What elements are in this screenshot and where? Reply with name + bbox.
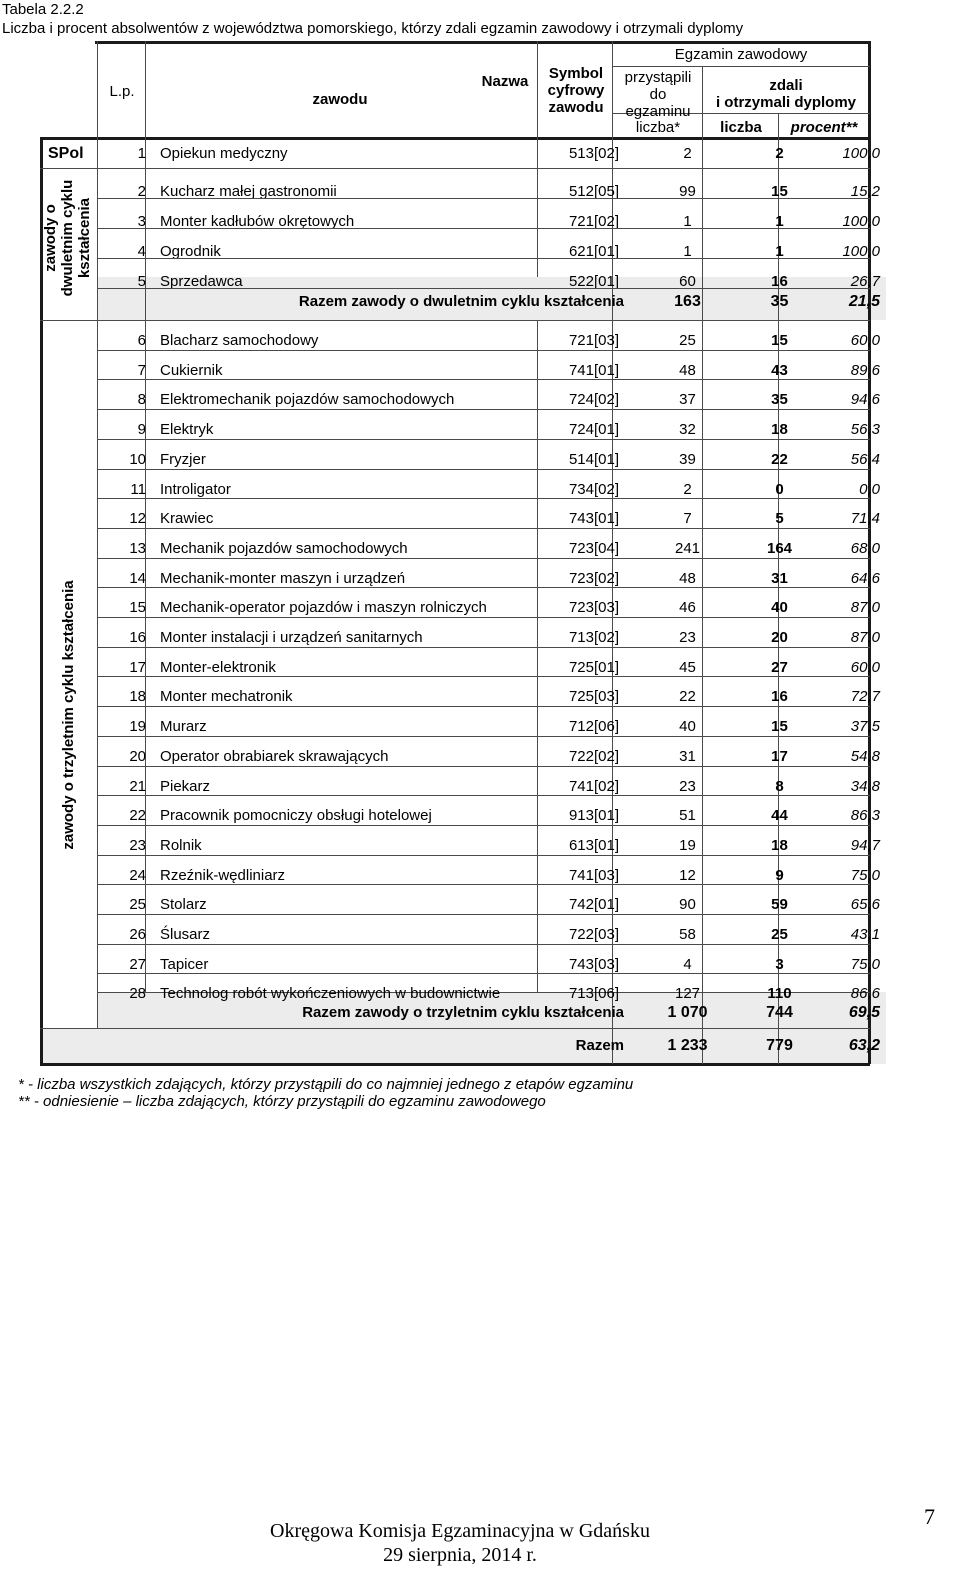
row-symbol: 722[03]	[568, 926, 619, 943]
row-lp: 23	[129, 836, 146, 854]
sum-label-dwuletni: Razem zawody o dwuletnim cyklu kształcenia	[298, 293, 624, 310]
header-egzamin: Egzamin zawodowy	[674, 46, 808, 63]
row-zdali: 40	[771, 599, 788, 617]
sum-pc-trzyletni: 69,5	[848, 1004, 880, 1021]
row-zdali: 164	[766, 539, 793, 557]
row-procent: 100,0	[842, 243, 880, 260]
row-separator	[97, 795, 870, 796]
header-symbol-line1: Symbol	[548, 65, 604, 82]
row-separator	[97, 736, 870, 737]
row-zdali: 25	[771, 926, 788, 943]
egzamin-subheader-line	[612, 66, 870, 67]
row-separator	[97, 973, 870, 974]
row-zdali: 18	[771, 836, 788, 854]
row-przystapili: 1	[683, 243, 692, 260]
row-lp: 17	[129, 658, 146, 676]
sum-pc-total: 63,2	[848, 1037, 880, 1054]
row-procent: 100,0	[842, 145, 880, 162]
page-number: 7	[924, 1504, 935, 1529]
row-symbol: 712[06]	[568, 718, 619, 736]
row-separator	[97, 706, 870, 707]
row-separator	[97, 198, 870, 199]
row-procent: 0,0	[859, 480, 880, 498]
table-title: Liczba i procent absolwentów z województwa pomorskiego, którzy zdali egzamin zawodowy i otrzymali dyplomy	[2, 20, 744, 37]
row-name: Pracownik pomocniczy obsługi hotelowej	[160, 807, 432, 825]
row-symbol: 514[01]	[568, 450, 619, 468]
row-przystapili: 40	[679, 718, 696, 736]
group-label-dwuletni-line2: dwuletnim cyklu	[59, 179, 76, 297]
row-name: Mechanik-monter maszyn i urządzeń	[160, 569, 406, 587]
row-separator	[97, 258, 870, 259]
row-lp: 24	[129, 866, 146, 884]
row-procent: 68,0	[850, 539, 880, 557]
row-przystapili: 4	[683, 955, 692, 973]
row-przystapili: 37	[679, 391, 696, 409]
total-row-top-border	[40, 1028, 870, 1029]
row-symbol: 742[01]	[568, 896, 619, 914]
row-przystapili: 2	[683, 145, 692, 162]
row-symbol: 621[01]	[568, 243, 619, 260]
row-procent: 34,8	[850, 777, 880, 795]
row-lp: 8	[137, 391, 146, 409]
row-lp: 5	[137, 273, 146, 290]
row-zdali: 1	[775, 213, 784, 230]
row-separator	[97, 647, 870, 648]
header-bottom-border	[40, 137, 870, 140]
footnotes	[18, 1076, 633, 1110]
row-symbol: 723[04]	[568, 539, 619, 557]
row-symbol: 734[02]	[568, 480, 619, 498]
row-name: Introligator	[160, 480, 231, 498]
header-zdali	[704, 77, 868, 111]
row-lp: 12	[129, 510, 146, 528]
footnote-2: ** - odniesienie – liczba zdających, którzy przystąpili do egzaminu zawodowego	[18, 1093, 546, 1110]
page-footer	[240, 1519, 680, 1567]
header-symbol-line2: cyfrowy	[547, 82, 605, 99]
header-przystapili-line3: egzaminu	[625, 103, 691, 120]
row-procent: 60,0	[850, 658, 880, 676]
row-separator	[97, 379, 870, 380]
header-nazwa: Nazwa	[481, 73, 529, 90]
row-lp: 18	[129, 688, 146, 706]
row-lp: 16	[129, 629, 146, 646]
row-separator	[97, 617, 870, 618]
row-name: Kucharz małej gastronomii	[160, 183, 337, 200]
sum-zd-dwuletni: 35	[770, 293, 789, 310]
row-przystapili: 60	[679, 273, 696, 290]
footnote-1: * - liczba wszystkich zdających, którzy przystąpili do co najmniej jednego z etapów egzaminu	[18, 1076, 634, 1093]
outer-top-border	[95, 41, 870, 44]
sum-zd-total: 779	[766, 1037, 793, 1054]
row-zdali: 59	[771, 896, 788, 914]
row-separator	[97, 439, 870, 440]
group-label-spol: SPol	[48, 145, 84, 162]
row-zdali: 110	[767, 985, 792, 1003]
row-lp: 27	[129, 955, 146, 973]
row-procent: 87,0	[850, 629, 880, 646]
row-name: Monter instalacji i urządzeń sanitarnych	[160, 629, 423, 646]
row-symbol: 724[02]	[568, 391, 619, 409]
row-przystapili: 90	[679, 896, 696, 914]
sum-label-total: Razem	[575, 1037, 624, 1054]
row-przystapili: 127	[674, 985, 701, 1003]
header-lp: L.p.	[109, 83, 135, 100]
row-name: Tapicer	[160, 955, 209, 973]
row-przystapili: 48	[679, 361, 696, 379]
row-separator	[97, 825, 870, 826]
row-lp: 25	[129, 896, 146, 914]
row-symbol: 724[01]	[568, 421, 619, 439]
row-procent: 15,2	[850, 183, 880, 200]
row-symbol: 722[02]	[568, 747, 619, 765]
row-zdali: 1	[775, 243, 784, 260]
row-name: Monter kadłubów okrętowych	[160, 213, 355, 230]
table-number: Tabela 2.2.2	[2, 1, 84, 18]
row-lp: 6	[137, 332, 146, 349]
header-przystapili-line1: przystąpili	[624, 69, 692, 86]
row-name: Piekarz	[160, 777, 211, 795]
row-lp: 28	[129, 985, 146, 1003]
row-separator	[97, 469, 870, 470]
row-zdali: 16	[771, 688, 788, 706]
row-separator	[97, 884, 870, 885]
row-lp: 1	[137, 145, 146, 162]
group-label-dwuletni-line1: zawody o	[42, 204, 59, 272]
row-symbol: 743[03]	[568, 955, 619, 973]
row-zdali: 16	[771, 273, 788, 290]
row-symbol: 725[03]	[568, 688, 619, 706]
dwuletni-group-border	[40, 320, 870, 321]
header-zawodu: zawodu	[312, 91, 368, 108]
row-procent: 54,8	[850, 747, 880, 765]
row-symbol: 723[02]	[568, 569, 619, 587]
row-lp: 21	[129, 777, 146, 795]
group-col-border	[97, 41, 98, 1028]
row-zdali: 2	[775, 145, 784, 162]
row-przystapili: 23	[679, 777, 696, 795]
row-lp: 19	[129, 718, 146, 736]
row-zdali: 35	[771, 391, 788, 409]
row-name: Stolarz	[160, 896, 207, 914]
header-symbol	[540, 65, 612, 116]
footer-date: 29 sierpnia, 2014 r.	[383, 1544, 537, 1566]
row-symbol: 741[01]	[568, 361, 619, 379]
row-symbol: 741[02]	[568, 777, 619, 795]
row-zdali: 31	[771, 569, 788, 587]
row-procent: 94,6	[850, 391, 880, 409]
row-symbol: 913[01]	[568, 807, 619, 825]
row-przystapili: 22	[679, 688, 696, 706]
group-label-dwuletni	[42, 177, 96, 299]
row-przystapili: 7	[683, 510, 692, 528]
row-procent: 75,0	[850, 955, 880, 973]
sum-prz-total: 1 233	[667, 1037, 708, 1054]
row-symbol: 741[03]	[568, 866, 619, 884]
row-lp: 22	[129, 807, 146, 825]
row-name: Monter-elektronik	[160, 658, 276, 676]
header-liczba: liczba	[720, 119, 762, 136]
row-symbol: 613[01]	[568, 836, 619, 854]
row-name: Rzeźnik-wędliniarz	[160, 866, 286, 884]
sum-label-trzyletni: Razem zawody o trzyletnim cyklu kształcenia	[302, 1004, 624, 1021]
row-separator	[97, 409, 870, 410]
sum-pc-dwuletni: 21,5	[848, 293, 880, 310]
row-name: Monter mechatronik	[160, 688, 293, 706]
row-zdali: 15	[771, 718, 788, 736]
row-separator	[97, 944, 870, 945]
row-przystapili: 46	[679, 599, 696, 617]
row-symbol: 713[02]	[568, 629, 619, 646]
header-liczba-star: liczba*	[635, 119, 681, 136]
row-przystapili: 31	[679, 747, 696, 765]
row-separator	[97, 676, 870, 677]
row-lp: 3	[137, 213, 146, 230]
row-symbol: 522[01]	[568, 273, 619, 290]
row-przystapili: 32	[679, 421, 696, 439]
row-lp: 14	[129, 569, 146, 587]
row-przystapili: 12	[679, 866, 696, 884]
row-separator	[97, 288, 870, 289]
row-name: Mechanik-operator pojazdów i maszyn rolniczych	[160, 599, 487, 617]
row-procent: 26,7	[850, 273, 880, 290]
row-zdali: 43	[771, 361, 788, 379]
row-symbol: 723[03]	[568, 599, 619, 617]
row-zdali: 9	[775, 866, 784, 884]
row-name: Technolog robót wykończeniowych w budownictwie	[160, 985, 501, 1003]
row-name: Elektromechanik pojazdów samochodowych	[160, 391, 455, 409]
row-przystapili: 39	[679, 450, 696, 468]
row-zdali: 20	[771, 629, 788, 646]
row-procent: 87,0	[850, 599, 880, 617]
row-przystapili: 2	[683, 480, 692, 498]
row-przystapili: 1	[683, 213, 692, 230]
caption	[2, 0, 743, 38]
row-zdali: 27	[771, 658, 788, 676]
row-separator	[97, 228, 870, 229]
row-name: Murarz	[160, 718, 207, 736]
row-procent: 71,4	[850, 510, 880, 528]
row-lp: 4	[137, 243, 146, 260]
footer-org: Okręgowa Komisja Egzaminacyjna w Gdańsku	[270, 1520, 650, 1542]
row-lp: 2	[137, 183, 146, 200]
row-name: Blacharz samochodowy	[160, 332, 319, 349]
row-zdali: 15	[771, 183, 788, 200]
row-name: Sprzedawca	[160, 273, 243, 290]
row-lp: 15	[129, 599, 146, 617]
row-przystapili: 23	[679, 629, 696, 646]
row-lp: 10	[129, 450, 146, 468]
row-zdali: 18	[771, 421, 788, 439]
row-lp: 9	[137, 421, 146, 439]
spol-row-border	[40, 168, 870, 169]
row-procent: 94,7	[850, 836, 880, 854]
row-przystapili: 19	[679, 836, 696, 854]
row-procent: 60,0	[850, 332, 880, 349]
row-zdali: 17	[771, 747, 788, 765]
row-zdali: 0	[775, 480, 784, 498]
row-lp: 20	[129, 747, 146, 765]
row-name: Ślusarz	[160, 926, 211, 943]
row-symbol: 713[06]	[568, 985, 619, 1003]
group-label-dwuletni-line3: kształcenia	[76, 197, 93, 279]
header-przystapili-line2: do	[649, 86, 667, 103]
row-przystapili: 241	[674, 539, 701, 557]
row-procent: 72,7	[850, 688, 880, 706]
row-przystapili: 58	[679, 926, 696, 943]
row-name: Ogrodnik	[160, 243, 221, 260]
row-procent: 89,6	[850, 361, 880, 379]
row-name: Fryzjer	[160, 450, 206, 468]
row-przystapili: 48	[679, 569, 696, 587]
row-separator	[97, 528, 870, 529]
sum-zd-trzyletni: 744	[766, 1004, 793, 1021]
row-przystapili: 45	[679, 658, 696, 676]
header-przystapili	[614, 69, 702, 120]
row-lp: 11	[130, 480, 146, 498]
row-przystapili: 99	[679, 183, 696, 200]
row-symbol: 743[01]	[568, 510, 619, 528]
row-symbol: 721[02]	[568, 213, 619, 230]
row-procent: 56,4	[850, 450, 880, 468]
row-przystapili: 25	[679, 332, 696, 349]
row-zdali: 15	[771, 332, 788, 349]
row-separator	[97, 558, 870, 559]
row-name: Operator obrabiarek skrawających	[160, 747, 389, 765]
row-zdali: 22	[771, 450, 788, 468]
header-zdali-line1: zdali	[769, 77, 803, 94]
header-zdali-line2: i otrzymali dyplomy	[715, 94, 857, 111]
row-przystapili: 51	[679, 807, 696, 825]
outer-bottom-border	[40, 1063, 870, 1066]
row-separator	[97, 766, 870, 767]
row-separator	[97, 587, 870, 588]
row-procent: 43,1	[850, 926, 880, 943]
row-symbol: 721[03]	[568, 332, 619, 349]
row-separator	[97, 855, 870, 856]
row-procent: 86,3	[850, 807, 880, 825]
sum-prz-dwuletni: 163	[674, 293, 701, 310]
row-procent: 64,6	[850, 569, 880, 587]
row-lp: 13	[129, 539, 146, 557]
row-zdali: 5	[775, 510, 784, 528]
row-separator	[97, 914, 870, 915]
row-name: Krawiec	[160, 510, 214, 528]
row-symbol: 512[05]	[568, 183, 619, 200]
header-symbol-line3: zawodu	[548, 99, 604, 116]
name-col-border-bottom	[537, 320, 538, 992]
row-name: Cukiernik	[160, 361, 223, 379]
sum-prz-trzyletni: 1 070	[667, 1004, 708, 1021]
row-lp: 7	[137, 361, 146, 379]
header-procent: procent**	[790, 119, 858, 136]
results-table	[40, 41, 886, 1080]
row-name: Rolnik	[160, 836, 202, 854]
row-procent: 86,6	[850, 985, 880, 1003]
row-procent: 100,0	[842, 213, 880, 230]
row-symbol: 513[02]	[568, 145, 619, 162]
row-separator	[97, 498, 870, 499]
row-name: Mechanik pojazdów samochodowych	[160, 539, 408, 557]
row-zdali: 44	[771, 807, 788, 825]
row-zdali: 8	[775, 777, 784, 795]
row-procent: 65,6	[850, 896, 880, 914]
row-name: Opiekun medyczny	[160, 145, 288, 162]
group-label-trzyletni: zawody o trzyletnim cyklu kształcenia	[60, 580, 77, 850]
row-symbol: 725[01]	[568, 658, 619, 676]
row-name: Elektryk	[160, 421, 214, 439]
row-lp: 26	[129, 926, 146, 943]
row-procent: 56,3	[850, 421, 880, 439]
row-procent: 75,0	[850, 866, 880, 884]
row-zdali: 3	[775, 955, 784, 973]
row-procent: 37,5	[850, 718, 880, 736]
row-separator	[97, 350, 870, 351]
